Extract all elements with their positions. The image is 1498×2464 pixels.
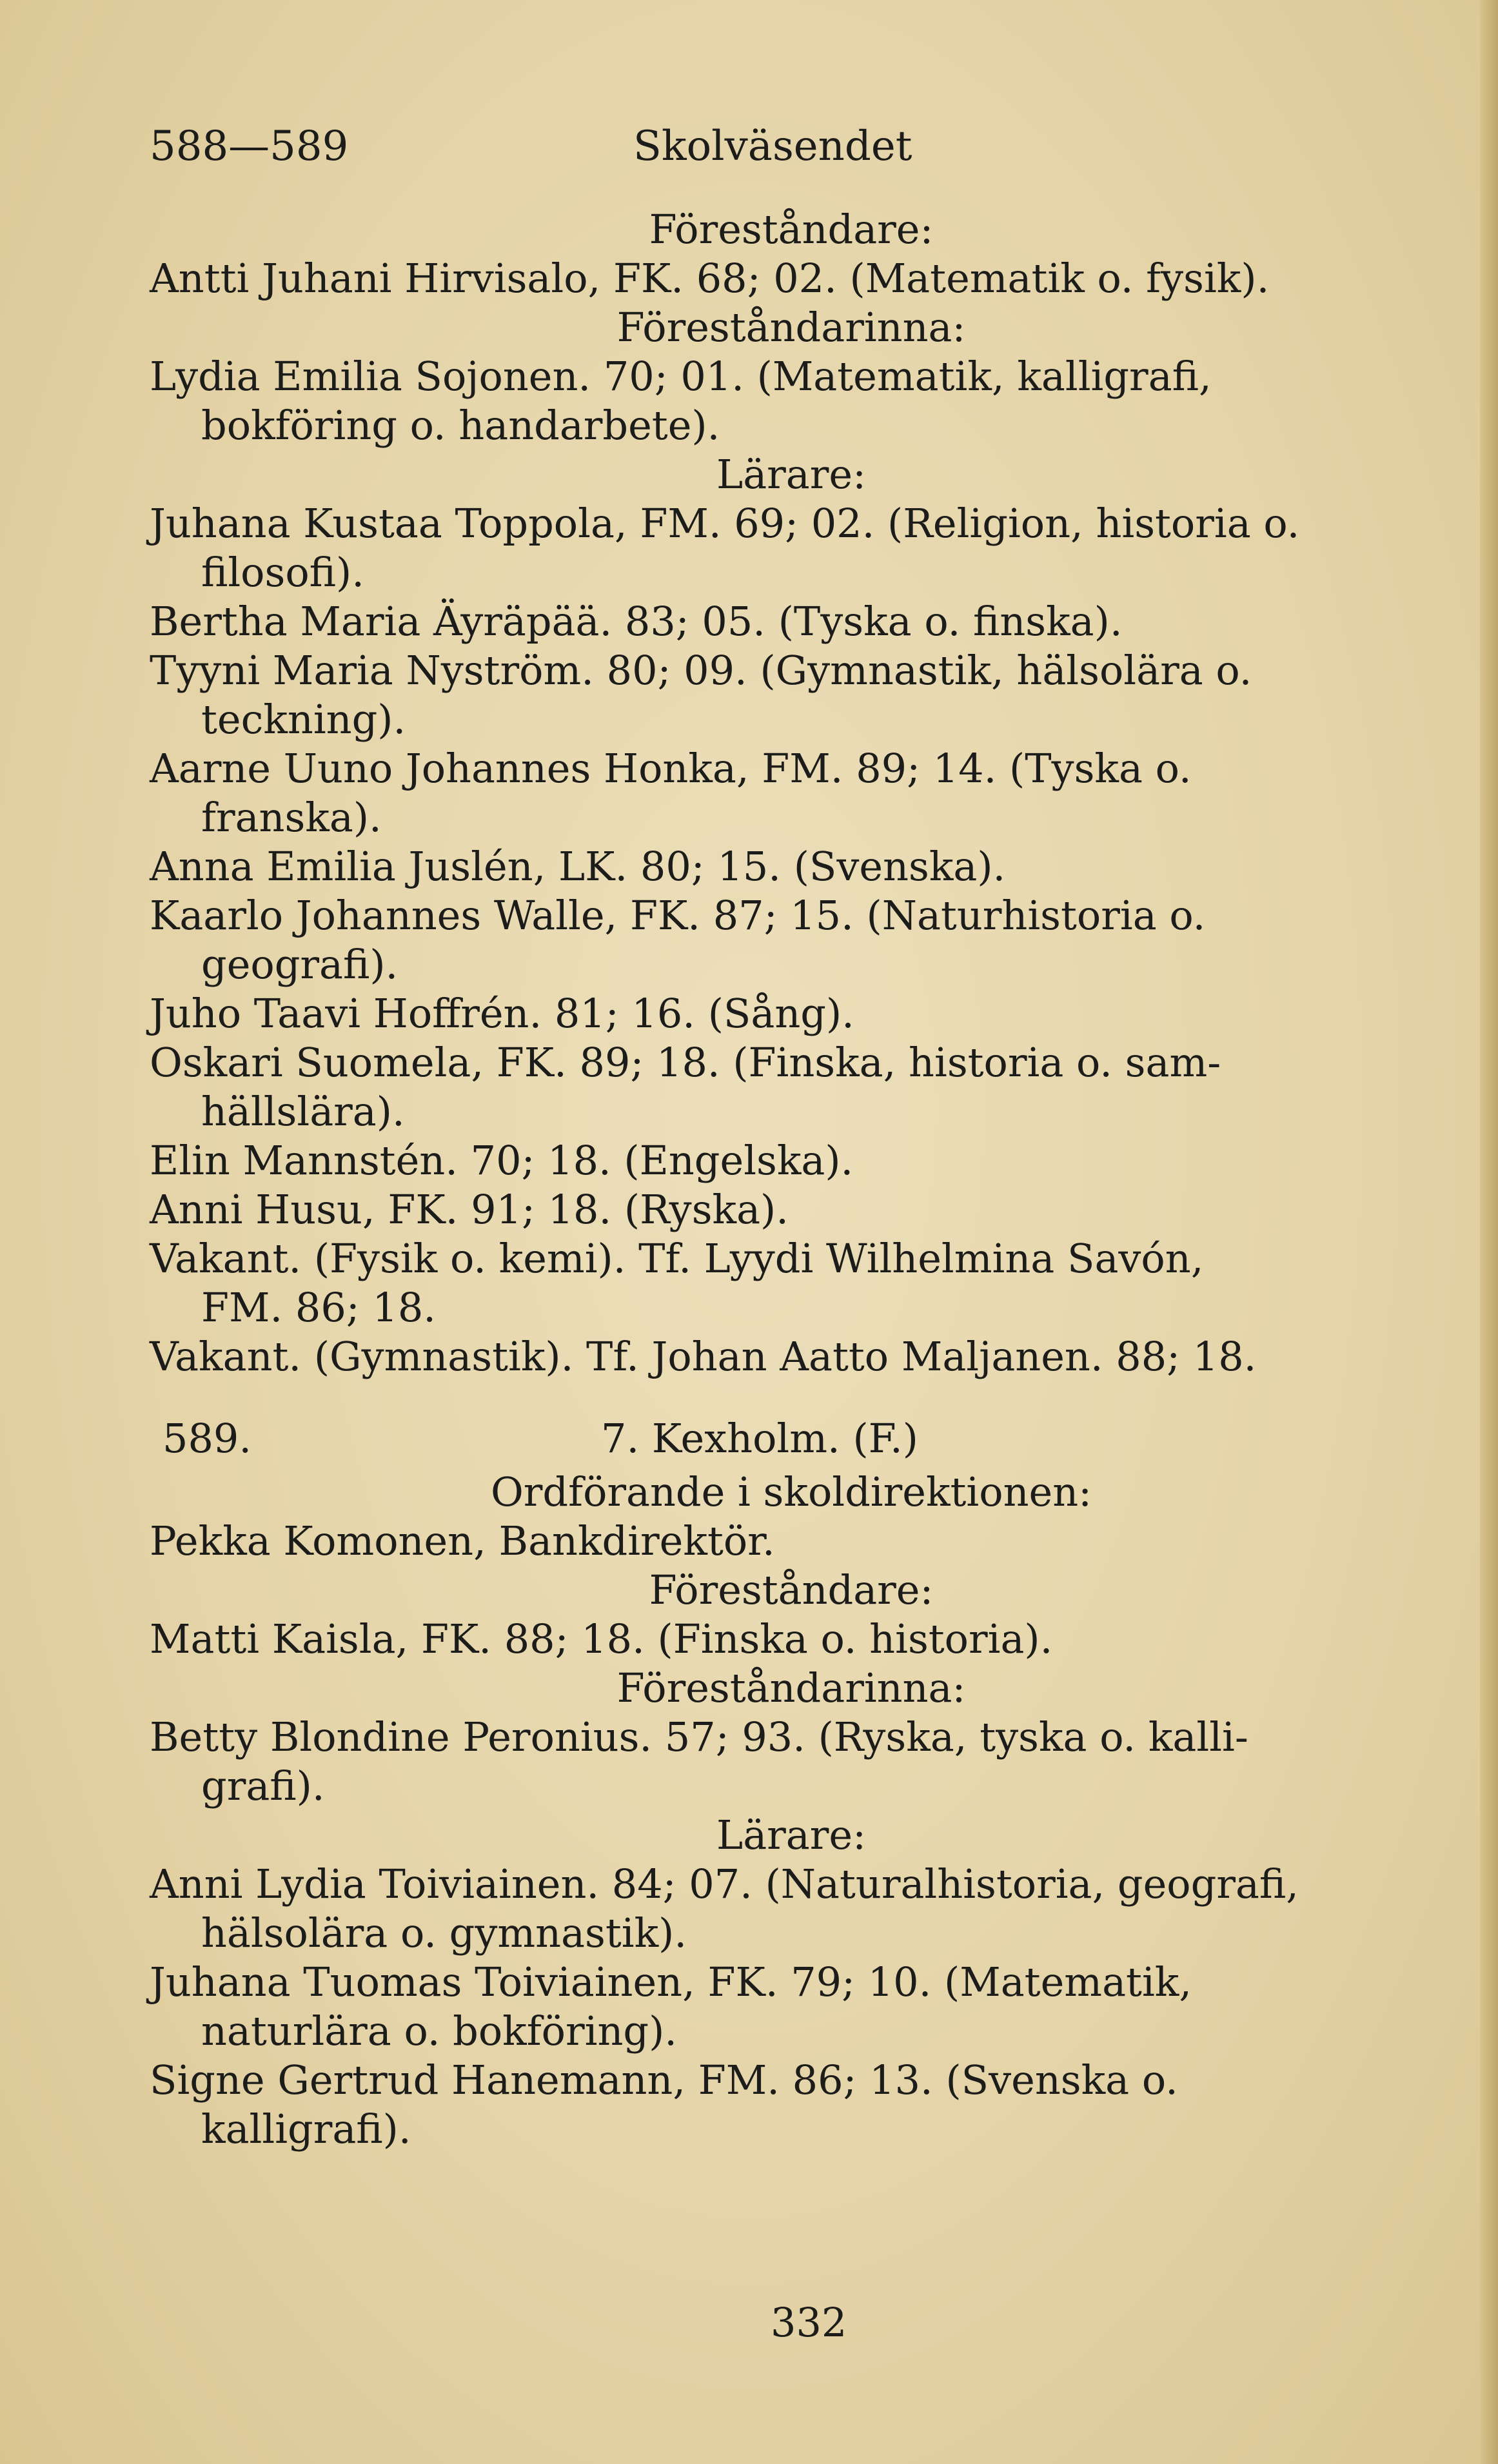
page-header <box>150 123 1310 181</box>
headmistress-heading-589: Föreståndarinna: <box>616 1664 966 1711</box>
teacher-entry-cont: naturlära o. bokföring). <box>201 2007 677 2055</box>
school-title: 7. Kexholm. (F.) <box>601 1415 918 1462</box>
teacher-entry-cont: hällslära). <box>201 1088 405 1135</box>
teacher-entry-cont: kalligrafi). <box>201 2105 411 2153</box>
teacher-entry: Oskari Suomela, FK. 89; 18. (Finska, historia o. sam- <box>150 1039 1221 1086</box>
teacher-entry-cont: FM. 86; 18. <box>201 1284 437 1331</box>
teacher-entry: Anna Emilia Juslén, LK. 80; 15. (Svenska). <box>150 843 1006 890</box>
page-number: 332 <box>771 2299 847 2346</box>
teacher-entry-cont: teckning). <box>201 696 406 743</box>
teacher-entry: Juhana Kustaa Toppola, FM. 69; 02. (Religion, historia o. <box>150 500 1300 547</box>
director-heading-588: Föreståndare: <box>649 206 934 253</box>
running-title: Skolväsendet <box>633 123 912 170</box>
teacher-entry-cont: filosofi). <box>201 549 364 596</box>
teacher-entry: Anni Lydia Toiviainen. 84; 07. (Naturalhistoria, geografi, <box>150 1860 1299 1907</box>
director-entry-589: Matti Kaisla, FK. 88; 18. (Finska o. historia). <box>150 1615 1053 1662</box>
section-gap <box>150 1381 1433 1410</box>
teacher-entry: Vakant. (Fysik o. kemi). Tf. Lyydi Wilhelmina Savón, <box>150 1235 1204 1282</box>
teacher-entry: Vakant. (Gymnastik). Tf. Johan Aatto Maljanen. 88; 18. <box>150 1333 1257 1380</box>
page-range: 588—589 <box>150 123 349 170</box>
teacher-entry: Juhana Tuomas Toiviainen, FK. 79; 10. (Matematik, <box>150 1958 1192 2006</box>
teachers-heading-588: Lärare: <box>716 451 866 498</box>
teacher-entry: Elin Mannstén. 70; 18. (Engelska). <box>150 1137 854 1184</box>
board-chair-heading: Ordförande i skoldirektionen: <box>490 1468 1092 1515</box>
teacher-entry: Juho Taavi Hoffrén. 81; 16. (Sång). <box>150 990 854 1037</box>
teachers-heading-589: Lärare: <box>716 1811 866 1858</box>
headmistress-entry-589: Betty Blondine Peronius. 57; 93. (Ryska, tyska o. kalli- <box>150 1713 1248 1760</box>
teacher-entry: Signe Gertrud Hanemann, FM. 86; 13. (Svenska o. <box>150 2056 1178 2104</box>
board-chair-entry: Pekka Komonen, Bankdirektör. <box>150 1517 775 1564</box>
teacher-entry: Anni Husu, FK. 91; 18. (Ryska). <box>150 1186 789 1233</box>
teacher-entry: Kaarlo Johannes Walle, FK. 87; 15. (Naturhistoria o. <box>150 892 1206 939</box>
section-number: 589. <box>163 1415 252 1462</box>
document-body <box>150 205 1433 2154</box>
teacher-entry: Tyyni Maria Nyström. 80; 09. (Gymnastik, hälsolära o. <box>150 647 1252 694</box>
director-entry-588: Antti Juhani Hirvisalo, FK. 68; 02. (Matematik o. fysik). <box>150 255 1270 302</box>
teacher-entry-cont: hälsolära o. gymnastik). <box>201 1909 687 1956</box>
teacher-entry: Aarne Uuno Johannes Honka, FM. 89; 14. (Tyska o. <box>150 745 1192 792</box>
headmistress-entry-588: Lydia Emilia Sojonen. 70; 01. (Matematik, kalligrafi, <box>150 353 1212 400</box>
page-edge <box>1480 0 1498 2464</box>
teacher-entry-cont: franska). <box>201 794 382 841</box>
teacher-entry: Bertha Maria Äyräpää. 83; 05. (Tyska o. finska). <box>150 598 1123 645</box>
headmistress-entry-588-cont: bokföring o. handarbete). <box>201 402 720 449</box>
headmistress-entry-589-cont: grafi). <box>201 1762 325 1809</box>
director-heading-589: Föreståndare: <box>649 1566 934 1613</box>
teacher-entry-cont: geografi). <box>201 941 399 988</box>
school-589-title-row <box>150 1410 1433 1468</box>
headmistress-heading-588: Föreståndarinna: <box>616 304 966 351</box>
